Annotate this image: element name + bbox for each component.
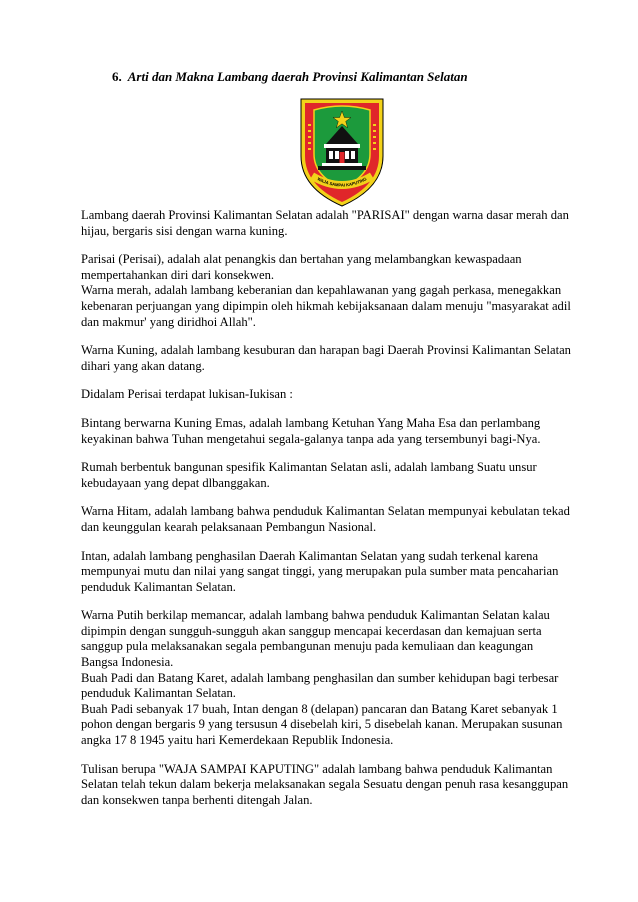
paragraph-1: Lambang daerah Provinsi Kalimantan Selatan adalah "PARISAI" dengan warna dasar merah dan hijau, bergaris sisi dengan warna kuning. xyxy=(81,208,569,238)
section-title: Arti dan Makna Lambang daerah Provinsi Kalimantan Selatan xyxy=(127,69,468,84)
paragraph-9: Intan, adalah lambang penghasilan Daerah Kalimantan Selatan yang sudah terkenal karena mempunyai mutu dan nilai yang sangat tinggi, yang merupakan pula sumber mata pencaharian penduduk Kalimantan Selatan. xyxy=(81,548,559,594)
paragraph-5: Didalam Perisai terdapat lukisan-Iukisan : xyxy=(81,387,293,402)
paragraph-11: Buah Padi dan Batang Karet, adalah lambang penghasilan dan sumber kehidupan bagi terbesar penduduk Kalimantan Selatan. xyxy=(81,670,559,701)
paragraph-12: Buah Padi sebanyak 17 buah, Intan dengan 8 (delapan) pancaran dan Batang Karet sebanyak 1 pohon dengan bergaris 9 yang tersusun 4 disebelah kiri, 5 disebelah kanan. Merupakan susunan angka 17 8 1945 yaitu hari Kemerdekaan Republik Indonesia. xyxy=(81,701,563,748)
paragraph-4: Warna Kuning, adalah lambang kesuburan dan harapan bagi Daerah Provinsi Kalimantan Selatan dihari yang akan datang. xyxy=(81,343,571,373)
section-heading xyxy=(112,69,468,85)
paragraph-8: Warna Hitam, adalah lambang bahwa penduduk Kalimantan Selatan mempunyai kebulatan tekad dan keunggulan kearah pelaksanaan Pembangun Nasional. xyxy=(81,504,570,534)
paragraph-10: Warna Putih berkilap memancar, adalah lambang bahwa penduduk Kalimantan Selatan kalau dipimpin dengan sungguh-sungguh akan sanggup mencapai kecerdasan dan kemajuan serta sanggup pula melaksanakan segala pembangunan menuju pada kemuliaan dan keagungan Bangsa Indonesia. xyxy=(81,608,550,670)
paragraph-6: Bintang berwarna Kuning Emas, adalah lambang Ketuhan Yang Maha Esa dan perlambang keyakinan bahwa Tuhan mengetahui segala-galanya tanpa ada yang tersembunyi bagi-Nya. xyxy=(81,415,541,446)
paragraph-7: Rumah berbentuk bangunan spesifik Kalimantan Selatan asli, adalah lambang Suatu unsur kebudayaan yang depat dlbanggakan. xyxy=(81,460,537,490)
section-number: 6. xyxy=(112,69,122,84)
paragraph-13: Tulisan berupa "WAJA SAMPAI KAPUTING" adalah lambang bahwa penduduk Kalimantan Selatan telah tekun dalam bekerja melaksanakan segala Sesuatu dengan penuh rasa kesanggupan dan konsekwen tanpa berhenti ditengah Jalan. xyxy=(81,761,569,807)
motto-text: WAJA SAMPAI KAPUTING xyxy=(316,176,368,188)
document-body xyxy=(81,208,573,821)
paragraph-3: Warna merah, adalah lambang keberanian dan kepahlawanan yang gagah perkasa, menegakkan kebenaran perjuangan yang dipimpin oleh hikmah kebijaksanaan dalam menuju "masyarakat adil dan makmur' yang diridhoi Allah". xyxy=(81,283,571,329)
kalimantan-selatan-emblem xyxy=(298,96,386,208)
paragraph-2: Parisai (Perisai), adalah alat penangkis dan bertahan yang melambangkan kewaspadaan mempertahankan diri dari konsekwen. xyxy=(81,252,522,282)
